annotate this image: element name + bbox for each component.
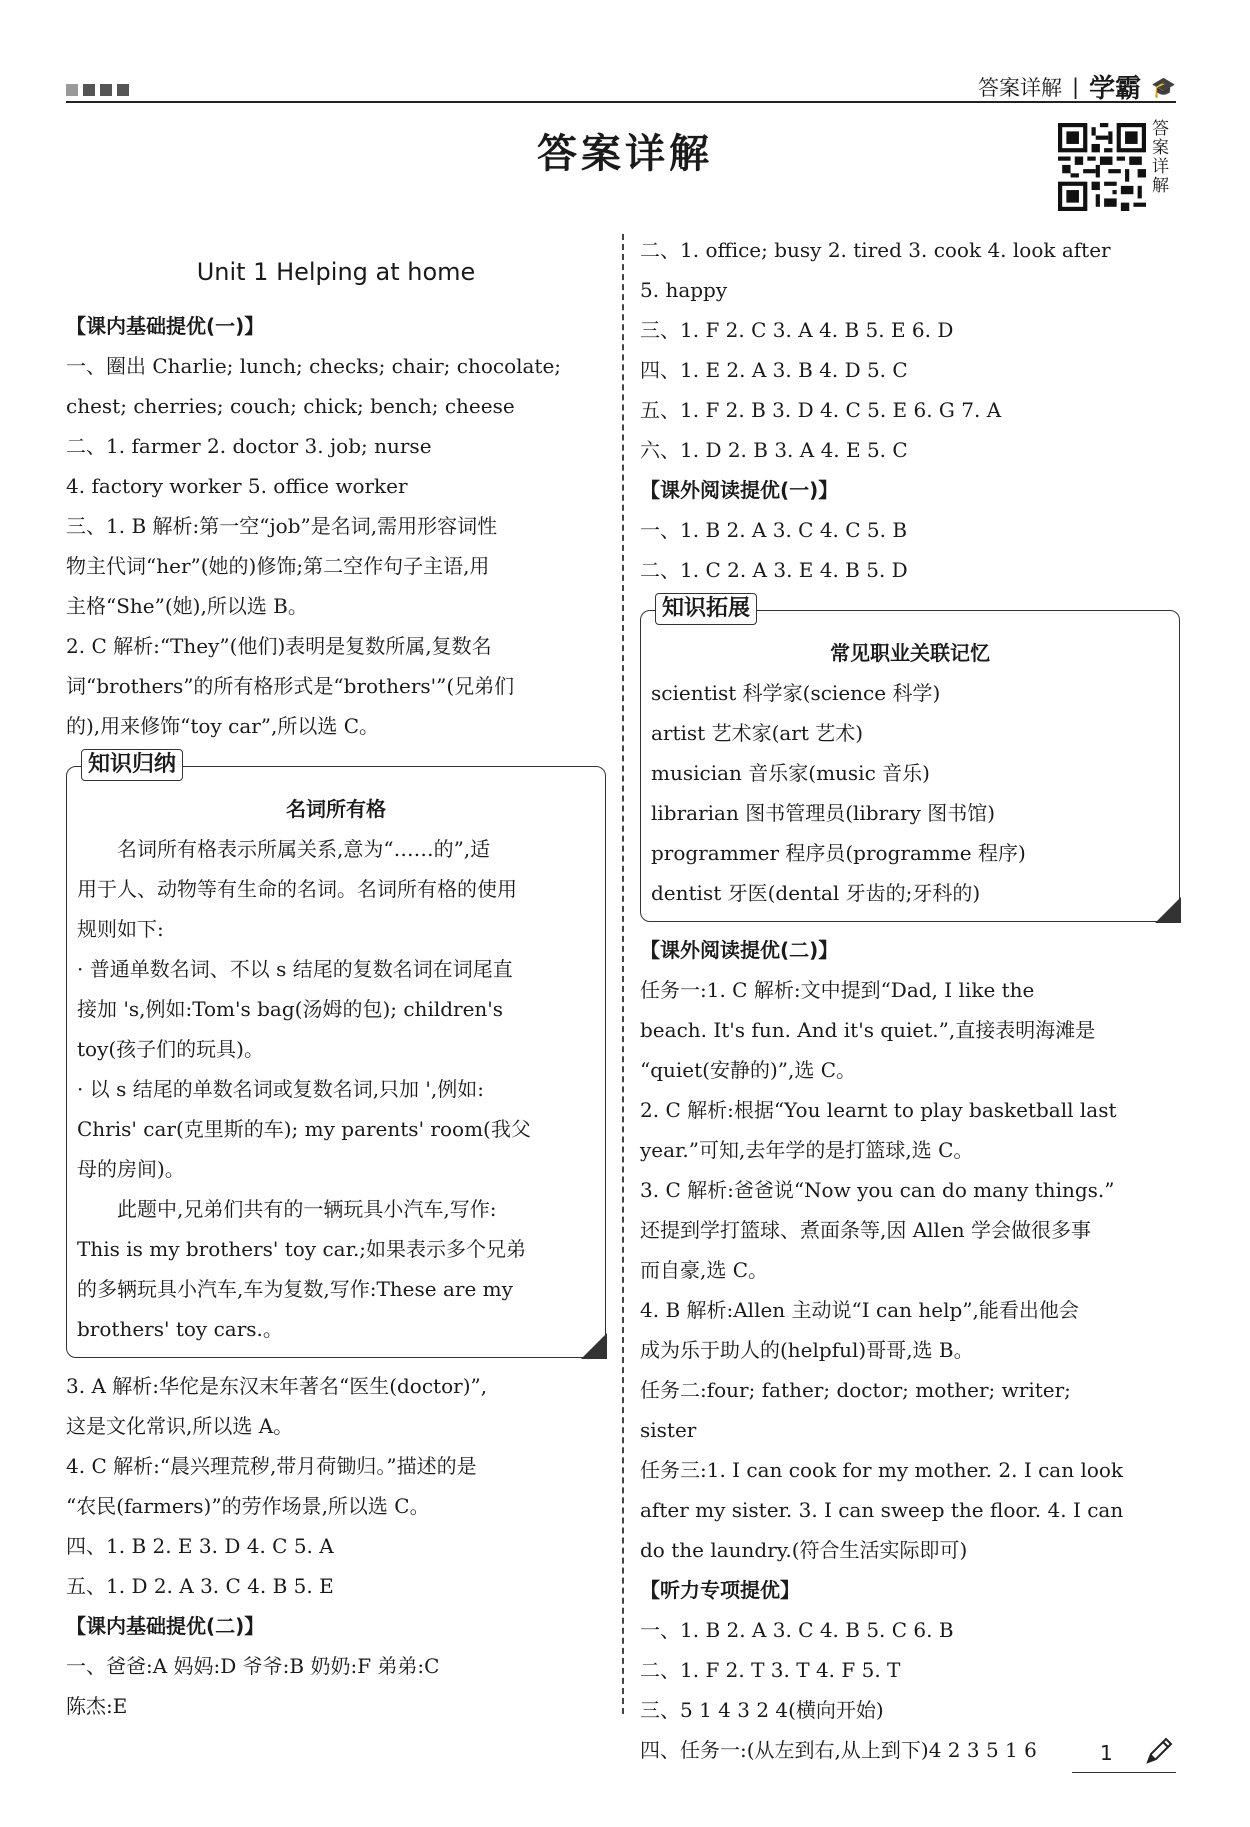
answer-line: · 以 s 结尾的单数名词或复数名词,只加 ',例如: xyxy=(77,1077,485,1101)
answer-line: after my sister. 3. I can sweep the floor. 4. I can xyxy=(640,1498,1124,1522)
answer-line: 3. A 解析:华佗是东汉末年著名“医生(doctor)”, xyxy=(66,1374,488,1398)
answer-line: 任务二:four; father; doctor; mother; writer; xyxy=(640,1378,1071,1402)
knowledge-box-grammar xyxy=(66,752,606,1358)
answer-line: toy(孩子们的玩具)。 xyxy=(77,1037,264,1061)
knowledge-box-careers xyxy=(640,596,1180,922)
answer-line: This is my brothers' toy car.;如果表示多个兄弟 xyxy=(77,1237,527,1261)
box-title: 名词所有格 xyxy=(286,797,386,821)
footer-rule xyxy=(1072,1772,1176,1773)
answer-line: 4. C 解析:“晨兴理荒秽,带月荷锄归。”描述的是 xyxy=(66,1454,477,1478)
answer-line: “quiet(安静的)”,选 C。 xyxy=(640,1058,857,1082)
answer-line: 一、爸爸:A 妈妈:D 爷爷:B 奶奶:F 弟弟:C xyxy=(66,1654,440,1678)
answer-line: programmer 程序员(programme 程序) xyxy=(651,841,1026,865)
box-tag: 知识归纳 xyxy=(81,749,183,781)
pencil-icon xyxy=(1142,1734,1176,1768)
column-divider xyxy=(622,234,624,1714)
left-answers-b xyxy=(66,1366,606,1726)
answer-line: 四、1. B 2. E 3. D 4. C 5. A xyxy=(66,1534,334,1558)
answer-line: 二、1. office; busy 2. tired 3. cook 4. look after xyxy=(640,238,1111,262)
answer-line: 二、1. C 2. A 3. E 4. B 5. D xyxy=(640,558,908,582)
answer-line: dentist 牙医(dental 牙齿的;牙科的) xyxy=(651,881,981,905)
page-fold-corner xyxy=(1155,897,1181,923)
right-answers-a xyxy=(640,230,1180,590)
answer-line: Chris' car(克里斯的车); my parents' room(我父 xyxy=(77,1117,531,1141)
answer-line: artist 艺术家(art 艺术) xyxy=(651,721,864,745)
answer-line: 六、1. D 2. B 3. A 4. E 5. C xyxy=(640,438,908,462)
answer-line: 五、1. F 2. B 3. D 4. C 5. E 6. G 7. A xyxy=(640,398,1002,422)
graduation-cap-icon: 🎓 xyxy=(1151,74,1176,99)
answer-line: 4. factory worker 5. office worker xyxy=(66,474,408,498)
answer-line: 五、1. D 2. A 3. C 4. B 5. E xyxy=(66,1574,334,1598)
box-tag: 知识拓展 xyxy=(655,593,757,625)
answer-line: beach. It's fun. And it's quiet.”,直接表明海滩是 xyxy=(640,1018,1096,1042)
qr-code-icon xyxy=(1058,123,1146,211)
answer-line: 用于人、动物等有生命的名词。名词所有格的使用 xyxy=(77,877,517,901)
answer-line: 2. C 解析:“They”(他们)表明是复数所属,复数名 xyxy=(66,634,492,658)
answer-line: 5. happy xyxy=(640,278,728,302)
answer-line: 此题中,兄弟们共有的一辆玩具小汽车,写作: xyxy=(77,1197,497,1221)
answer-line: 3. C 解析:爸爸说“Now you can do many things.” xyxy=(640,1178,1115,1202)
page-title: 答案详解 xyxy=(537,131,713,177)
answer-line: 的),用来修饰“toy car”,所以选 C。 xyxy=(66,714,380,738)
qr-label: 答案详解 xyxy=(1152,119,1169,196)
answer-line: scientist 科学家(science 科学) xyxy=(651,681,941,705)
answer-line: 一、1. B 2. A 3. C 4. B 5. C 6. B xyxy=(640,1618,954,1642)
answer-line: year.”可知,去年学的是打篮球,选 C。 xyxy=(640,1138,974,1162)
answer-line: musician 音乐家(music 音乐) xyxy=(651,761,930,785)
answer-line: 词“brothers”的所有格形式是“brothers'”(兄弟们 xyxy=(66,674,515,698)
answer-line: 四、1. E 2. A 3. B 4. D 5. C xyxy=(640,358,908,382)
box-title: 常见职业关联记忆 xyxy=(830,641,990,665)
answer-line: 三、5 1 4 3 2 4(横向开始) xyxy=(640,1698,884,1722)
answer-line: 一、圈出 Charlie; lunch; checks; chair; chocolate; xyxy=(66,354,562,378)
section-heading: 【课内基础提优(二)】 xyxy=(66,1614,265,1638)
answer-line: chest; cherries; couch; chick; bench; cheese xyxy=(66,394,515,418)
answer-line: sister xyxy=(640,1418,697,1442)
brand-logo: 学霸 xyxy=(1089,74,1142,104)
answer-line: 4. B 解析:Allen 主动说“I can help”,能看出他会 xyxy=(640,1298,1079,1322)
answer-line: 二、1. F 2. T 3. T 4. F 5. T xyxy=(640,1658,901,1682)
answer-line: 还提到学打篮球、煮面条等,因 Allen 学会做很多事 xyxy=(640,1218,1092,1242)
answer-line: 四、任务一:(从左到右,从上到下)4 2 3 5 1 6 xyxy=(640,1738,1037,1762)
section-heading: 【课外阅读提优(二)】 xyxy=(640,938,839,962)
section-heading: 【课内基础提优(一)】 xyxy=(66,314,265,338)
answer-line: 一、1. B 2. A 3. C 4. C 5. B xyxy=(640,518,908,542)
answer-line: 主格“She”(她),所以选 B。 xyxy=(66,594,308,618)
left-answers-a xyxy=(66,306,606,746)
answer-line: 接加 's,例如:Tom's bag(汤姆的包); children's xyxy=(77,997,504,1021)
box-body xyxy=(77,829,595,1349)
answer-line: 物主代词“her”(她的)修饰;第二空作句子主语,用 xyxy=(66,554,490,578)
unit-title: Unit 1 Helping at home xyxy=(196,258,476,286)
left-column xyxy=(66,246,606,1726)
box-body xyxy=(651,673,1169,913)
answer-line: 二、1. farmer 2. doctor 3. job; nurse xyxy=(66,434,432,458)
section-heading: 【课外阅读提优(一)】 xyxy=(640,478,839,502)
answer-line: librarian 图书管理员(library 图书馆) xyxy=(651,801,996,825)
answer-line: do the laundry.(符合生活实际即可) xyxy=(640,1538,968,1562)
running-header: 答案详解 | 学霸 🎓 xyxy=(978,68,1176,105)
answer-line: 母的房间)。 xyxy=(77,1157,185,1181)
answer-line: 成为乐于助人的(helpful)哥哥,选 B。 xyxy=(640,1338,974,1362)
answer-line: “农民(farmers)”的劳作场景,所以选 C。 xyxy=(66,1494,430,1518)
answer-line: · 普通单数名词、不以 s 结尾的复数名词在词尾直 xyxy=(77,957,513,981)
answer-line: 这是文化常识,所以选 A。 xyxy=(66,1414,294,1438)
answer-line: 陈杰:E xyxy=(66,1694,128,1718)
answer-line: 2. C 解析:根据“You learnt to play basketball last xyxy=(640,1098,1117,1122)
header-decoration xyxy=(66,84,129,96)
answer-line: 三、1. F 2. C 3. A 4. B 5. E 6. D xyxy=(640,318,954,342)
right-column xyxy=(640,230,1180,1770)
answer-line: 名词所有格表示所属关系,意为“……的”,适 xyxy=(77,837,491,861)
answer-line: 任务三:1. I can cook for my mother. 2. I can look xyxy=(640,1458,1124,1482)
page-fold-corner xyxy=(581,1333,607,1359)
right-answers-b xyxy=(640,930,1180,1770)
answer-line: 规则如下: xyxy=(77,917,164,941)
page-number: 1 xyxy=(1100,1741,1113,1765)
answer-line: 三、1. B 解析:第一空“job”是名词,需用形容词性 xyxy=(66,514,498,538)
answer-line: 任务一:1. C 解析:文中提到“Dad, I like the xyxy=(640,978,1035,1002)
section-label: 答案详解 xyxy=(978,75,1062,100)
section-heading: 【听力专项提优】 xyxy=(640,1578,800,1602)
answer-line: brothers' toy cars.。 xyxy=(77,1317,283,1341)
answer-line: 而自豪,选 C。 xyxy=(640,1258,769,1282)
answer-line: 的多辆玩具小汽车,车为复数,写作:These are my xyxy=(77,1277,513,1301)
